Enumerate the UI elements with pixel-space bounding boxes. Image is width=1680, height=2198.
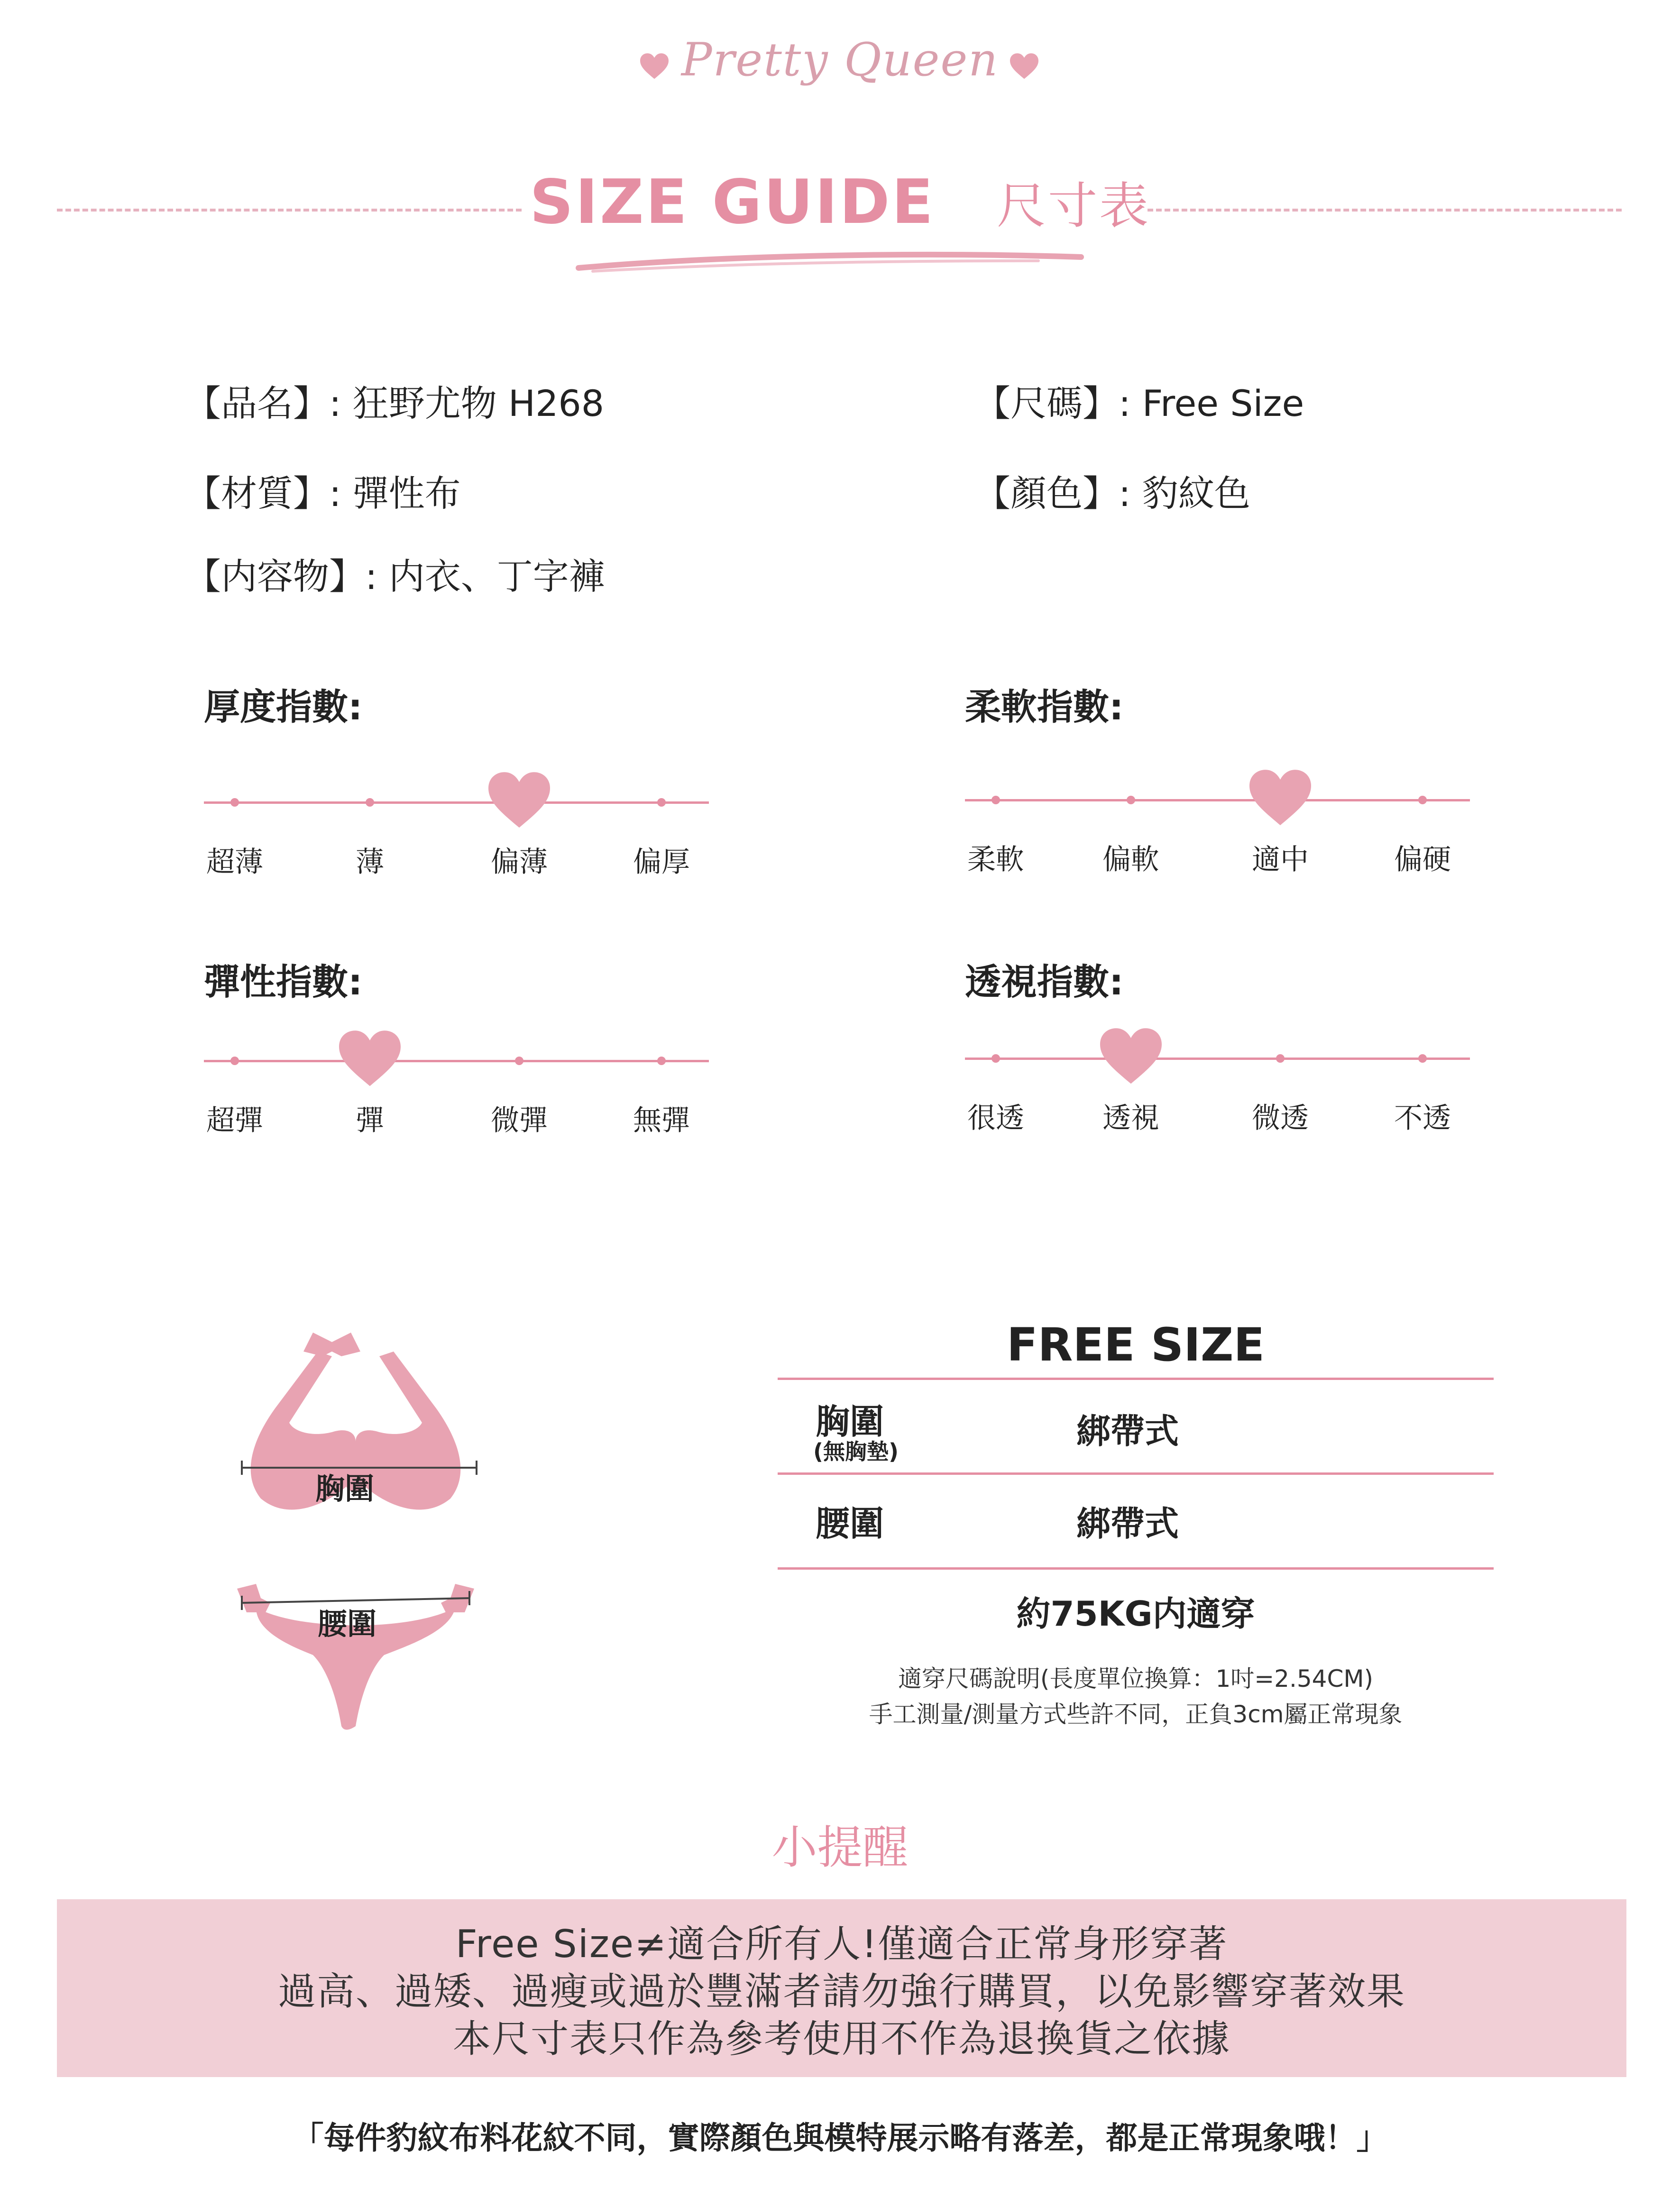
heart-marker-icon [1100,1028,1162,1085]
reminder-box [57,1899,1626,2077]
reminder-line: 過高、過矮、過瘦或過於豐滿者請勿強行購買，以免影響穿著效果 [278,1969,1405,2014]
scale-label: 很透 [967,1102,1024,1135]
heart-icon [1010,53,1038,80]
index-title: 厚度指數: [204,686,363,728]
footer-note: 「每件豹紋布料花紋不同，實際顏色與模特展示略有落差，都是正常現象哦！」 [292,2120,1388,2156]
bust-label: 胸圍 [315,1471,375,1506]
scale-dot [1418,1054,1427,1063]
row-waist-label: 腰圍 [816,1504,884,1544]
reminder-line: Free Size≠適合所有人!僅適合正常身形穿著 [455,1922,1228,1966]
row-bust-value: 綁帶式 [1076,1411,1179,1451]
scale-label: 彈 [356,1104,384,1137]
spec-material: 【材質】: 彈性布 [185,472,461,515]
index-title: 柔軟指數: [965,686,1124,728]
heart-marker-icon [339,1030,401,1087]
spec-color: 【顏色】: 豹紋色 [974,472,1250,515]
scale-line [204,1060,709,1062]
scale-dot [515,1057,523,1065]
scale-line [965,1058,1470,1060]
scale-line [965,799,1470,801]
scale-dot [991,796,1000,804]
row-waist-value: 綁帶式 [1076,1504,1179,1544]
scale-label: 微彈 [491,1104,548,1137]
spec-name: 【品名】: 狂野尤物 H268 [185,382,605,424]
brush-underline [574,247,1086,275]
scale-label: 柔軟 [967,843,1024,876]
size-table-header: FREE SIZE [1006,1318,1265,1371]
scale-label: 適中 [1252,843,1309,876]
scale-label: 超薄 [206,846,263,879]
scale-dot [991,1054,1000,1063]
heart-marker-icon [488,772,550,829]
scale-label: 偏硬 [1394,843,1451,876]
index-title: 透視指數: [965,961,1124,1003]
scale-label: 不透 [1394,1102,1451,1135]
scale-label: 薄 [356,846,384,879]
unit-note: 適穿尺碼說明(長度單位換算：1吋=2.54CM) [898,1665,1374,1692]
scale-dot [366,798,374,807]
row-bust-label: 胸圍 [816,1402,884,1442]
scale-label: 偏薄 [491,846,548,879]
scale-dot [657,1057,666,1065]
scale-line [204,801,709,804]
title-zh: 尺寸表 [996,177,1150,235]
waist-label: 腰圍 [318,1607,377,1641]
reminder-title: 小提醒 [771,1821,909,1874]
title-en: SIZE GUIDE [530,167,935,238]
scale-label: 偏軟 [1102,843,1159,876]
scale-dot [1418,796,1427,804]
scale-label: 微透 [1252,1102,1309,1135]
scale-dot [1127,796,1135,804]
table-line [778,1378,1494,1380]
scale-label: 無彈 [633,1104,690,1137]
spec-size: 【尺碼】: Free Size [974,382,1304,424]
page-title [0,166,1680,238]
index-title: 彈性指數: [204,961,363,1003]
table-line [778,1472,1494,1475]
scale-dot [657,798,666,807]
reminder-line: 本尺寸表只作為參考使用不作為退換貨之依據 [453,2017,1230,2061]
row-bust-sublabel: (無胸墊) [813,1439,899,1464]
scale-label: 偏厚 [633,846,690,879]
scale-label: 超彈 [206,1104,263,1137]
scale-dot [230,798,239,807]
heart-marker-icon [1249,770,1311,827]
measure-note: 手工測量/測量方式些許不同，正負3cm屬正常現象 [869,1701,1403,1728]
fit-note: 約75KG内適穿 [1016,1594,1255,1634]
scale-dot [1276,1054,1285,1063]
scale-dot [230,1057,239,1065]
table-line [778,1567,1494,1570]
scale-label: 透視 [1102,1102,1159,1135]
spec-contents: 【内容物】: 内衣、丁字褲 [185,555,605,598]
brand-logo: Pretty Queen [681,33,999,86]
